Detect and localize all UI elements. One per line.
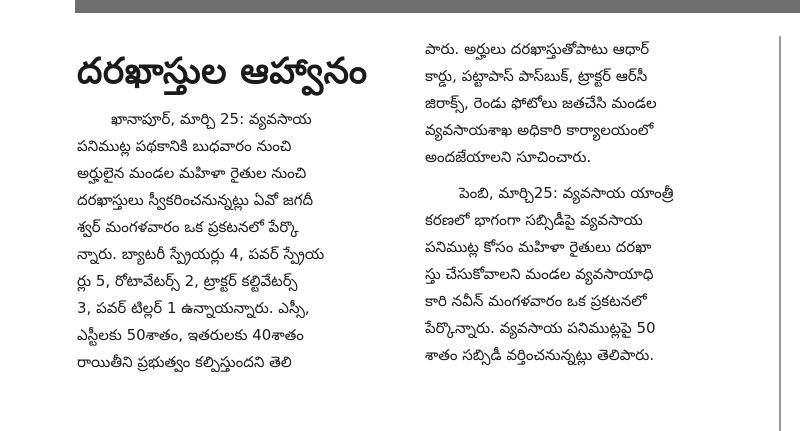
text-line: ఎస్టీలకు 50శాతం, ఇతరులకు 40శాతం [77, 326, 304, 344]
text-line: శ్వర్ మంగళవారం ఒక ప్రకటనలో పేర్కొ [77, 218, 299, 236]
article-headline: దరఖాస్తుల ఆహ్వానం [77, 51, 368, 92]
text-line: శాతం సబ్సిడీ వర్తించనున్నట్లు తెలిపారు. [425, 346, 655, 364]
left-column [77, 50, 402, 376]
text-line: న్నారు. బ్యాటరీ స్ప్రేయర్లు 4, పవర్ స్ప్రేయ [77, 245, 325, 263]
text-line: కార్డు, పట్టాపాస్ పాస్‌బుక్, ట్రాక్టర్ ఆర్‌సీ [425, 67, 648, 85]
article-paragraph-2 [425, 180, 745, 369]
text-line: అందజేయాలని సూచించారు. [425, 148, 592, 166]
text-line: ఖానాపూర్, మార్చి 25: వ్యవసాయ [111, 110, 312, 128]
right-column [425, 36, 745, 369]
text-line: దరఖాస్తులు స్వీకరించనున్నట్లు ఏవో జగదీ [77, 191, 314, 209]
article-paragraph-1 [77, 106, 402, 376]
text-line: వ్యవసాయశాఖ అధికారి కార్యాలయంలో [425, 121, 654, 139]
text-line: పారు. అర్హులు దరఖాస్తుతోపాటు ఆధార్ [425, 40, 650, 58]
text-line: పెంబి, మార్చి25: వ్యవసాయ యాంత్రీ [459, 184, 674, 202]
text-line: కారి నవీన్ మంగళవారం ఒక ప్రకటనలో [425, 292, 647, 310]
text-line: పనిముట్ల కోసం మహిళా రైతులు దరఖా [425, 238, 652, 256]
text-line: అర్హులైన మండల మహిళా రైతుల నుంచి [77, 164, 307, 182]
text-line: రాయితీని ప్రభుత్వం కల్పిస్తుందని తెలి [77, 353, 292, 371]
text-line: కరణలో భాగంగా సబ్సిడీపై వ్యవసాయ [425, 211, 643, 229]
text-line: జిరాక్స్, రెండు ఫోటోలు జతచేసి మండల [425, 94, 657, 112]
text-line: స్తు చేసుకోవాలని మండల వ్యవసాయాధి [425, 265, 654, 283]
top-header-bar [75, 0, 800, 13]
text-line: పనిముట్ల పథకానికి బుధవారం నుంచి [77, 137, 292, 155]
text-line: 3, పవర్ టిల్లర్ 1 ఉన్నాయన్నారు. ఎస్సీ, [77, 299, 310, 317]
text-line: ర్లు 5, రోటావేటర్స్ 2, ట్రాక్టర్ కల్టివేటర్స్ [77, 272, 298, 290]
text-line: పేర్కొన్నారు. వ్యవసాయ పనిముట్లపై 50 [425, 319, 656, 337]
column-divider-rule [779, 36, 781, 431]
article-paragraph-continued [425, 36, 745, 171]
